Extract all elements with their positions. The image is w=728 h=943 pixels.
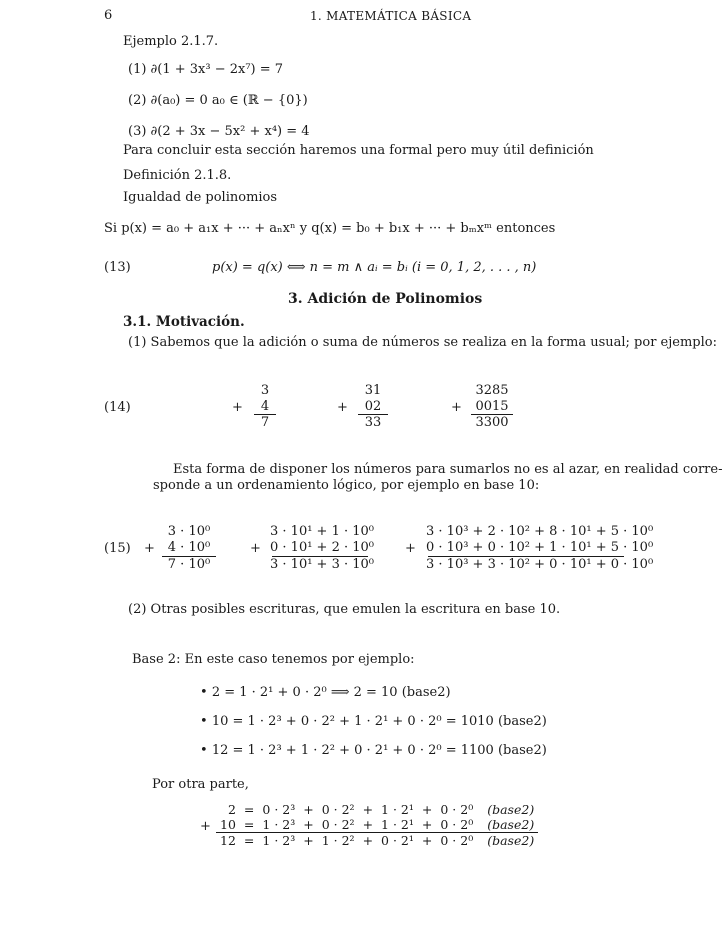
plus-sign: + (200, 819, 211, 834)
plus-sign: + (232, 400, 243, 415)
plus-cell: + (362, 802, 374, 817)
equation-number-14: (14) (104, 400, 131, 415)
base-tag-cell: (base2) (487, 817, 535, 832)
plus-sign: + (337, 400, 348, 415)
bullet-list-item (200, 685, 451, 701)
term-cell: 0 · 2⁰ (440, 817, 474, 832)
term-cell: 0 · 2⁰ (440, 802, 474, 817)
example-item-3: (3) ∂(2 + 3x − 5x² + x⁴) = 4 (128, 124, 310, 139)
equation-number-13: (13) (104, 260, 131, 275)
sum-top: 3285 (475, 383, 509, 398)
bullet-text: 10 = 1 · 2³ + 0 · 2² + 1 · 2¹ + 0 · 2⁰ = 1010 (base2) (211, 714, 547, 729)
plus-cell: + (359, 833, 377, 849)
sum-result: 33 (364, 415, 382, 430)
table-row (216, 817, 538, 833)
term-cell: 1 · 2³ (262, 817, 296, 832)
base-tag-cell: (base2) (477, 833, 538, 849)
sum-middle: 0015 (475, 399, 509, 414)
sum-top: 3 · 10¹ + 1 · 10⁰ (270, 524, 374, 539)
plus-sign: + (250, 541, 261, 556)
plus-sign: + (144, 541, 155, 556)
sum-top: 3 · 10⁰ (167, 524, 211, 539)
sum-middle: 4 · 10⁰ (167, 540, 211, 555)
por-otra-parte: Por otra parte, (152, 777, 249, 792)
number-cell: 10 (220, 817, 236, 832)
base2-sum-table (216, 802, 538, 848)
definition-statement: Si p(x) = a₀ + a₁x + ··· + aₙxⁿ y q(x) = b₀ + b₁x + ··· + bₘxᵐ entonces (104, 221, 556, 236)
base2-intro: Base 2: En este caso tenemos por ejemplo: (132, 652, 415, 667)
sum-middle: 0 · 10³ + 0 · 10² + 1 · 10¹ + 5 · 10⁰ (426, 540, 654, 555)
number-cell: 2 (227, 802, 236, 817)
term-cell: 0 · 2² (321, 817, 355, 832)
bullet-icon: • (200, 685, 208, 700)
example-item-1: (1) ∂(1 + 3x³ − 2x⁷) = 7 (128, 62, 284, 77)
sum-top: 31 (364, 383, 382, 398)
plus-cell: + (418, 833, 436, 849)
sum-middle: 0 · 10¹ + 2 · 10⁰ (270, 540, 374, 555)
plus-cell: + (303, 817, 314, 832)
motivation-item-2: (2) Otras posibles escrituras, que emulen la escritura en base 10. (128, 602, 561, 617)
base-tag-cell: (base2) (487, 802, 535, 817)
paragraph-line-1: Esta forma de disponer los números para sumarlos no es al azar, en realidad corre- (173, 462, 723, 477)
number-cell: 12 (216, 833, 240, 849)
sum-top: 3 (260, 383, 270, 398)
equals-cell: = (243, 817, 255, 832)
term-cell: 0 · 2⁰ (436, 833, 477, 849)
sum-result: 3300 (475, 415, 509, 430)
sum-result: 3 · 10³ + 3 · 10² + 0 · 10¹ + 0 · 10⁰ (426, 557, 654, 572)
sum-middle: 02 (364, 399, 382, 414)
equals-cell: = (240, 833, 258, 849)
plus-sign: + (405, 541, 416, 556)
bullet-list-item (200, 714, 547, 730)
sum-result: 7 (260, 415, 270, 430)
term-cell: 1 · 2¹ (381, 802, 414, 817)
bullet-text: 12 = 1 · 2³ + 1 · 2² + 0 · 2¹ + 0 · 2⁰ = 1100 (base2) (211, 743, 547, 758)
sum-top: 3 · 10³ + 2 · 10² + 8 · 10¹ + 5 · 10⁰ (426, 524, 654, 539)
plus-cell: + (421, 802, 433, 817)
plus-cell: + (362, 817, 374, 832)
sum-result: 3 · 10¹ + 3 · 10⁰ (270, 557, 374, 572)
term-cell: 0 · 2² (321, 802, 355, 817)
term-cell: 0 · 2³ (262, 802, 296, 817)
equation-13: p(x) = q(x) ⟺ n = m ∧ aᵢ = bᵢ (i = 0, 1, 2, . . . , n) (212, 260, 537, 275)
motivation-item-1: (1) Sabemos que la adición o suma de números se realiza en la forma usual; por ejemplo: (128, 335, 717, 350)
plus-cell: + (299, 833, 317, 849)
section-title: 3. Adición de Polinomios (288, 291, 483, 307)
bullet-icon: • (200, 743, 208, 758)
bullet-text: 2 = 1 · 2¹ + 0 · 2⁰ ⟹ 2 = 10 (base2) (211, 685, 451, 700)
plus-cell: + (421, 817, 433, 832)
sum-middle: 4 (260, 399, 270, 414)
bullet-icon: • (200, 714, 208, 729)
paragraph-line-2: sponde a un ordenamiento lógico, por ejemplo en base 10: (153, 478, 540, 493)
term-cell: 1 · 2¹ (381, 817, 414, 832)
example-conclusion: Para concluir esta sección haremos una formal pero muy útil definición (123, 143, 594, 158)
table-row (216, 802, 538, 817)
example-title: Ejemplo 2.1.7. (123, 34, 219, 49)
definition-title: Definición 2.1.8. (123, 168, 232, 183)
plus-cell: + (303, 802, 314, 817)
page-number: 6 (104, 8, 113, 23)
running-title: 1. MATEMÁTICA BÁSICA (310, 9, 472, 23)
bullet-list-item (200, 743, 547, 759)
term-cell: 1 · 2³ (258, 833, 299, 849)
example-item-2: (2) ∂(a₀) = 0 a₀ ∈ (ℝ − {0}) (128, 93, 308, 108)
term-cell: 1 · 2² (318, 833, 359, 849)
term-cell: 0 · 2¹ (377, 833, 418, 849)
table-row (216, 833, 538, 849)
sum-result: 7 · 10⁰ (167, 557, 211, 572)
equation-number-15: (15) (104, 541, 131, 556)
subsection-title: 3.1. Motivación. (123, 314, 245, 330)
equals-cell: = (243, 802, 255, 817)
definition-name: Igualdad de polinomios (123, 190, 278, 205)
plus-sign: + (451, 400, 462, 415)
